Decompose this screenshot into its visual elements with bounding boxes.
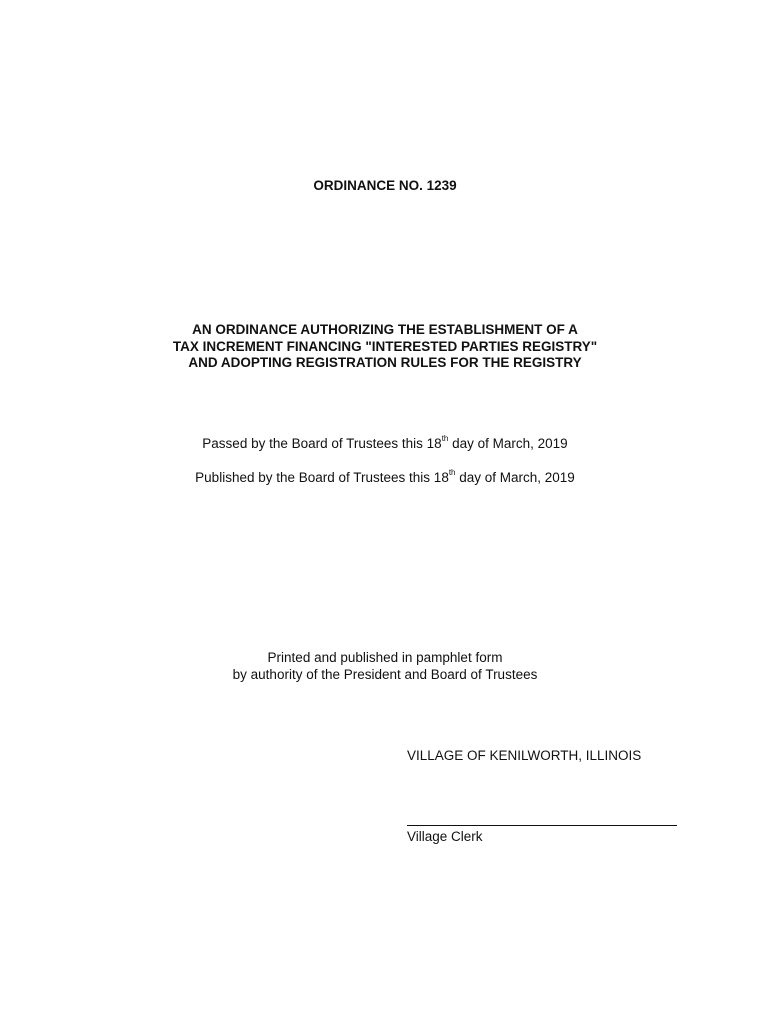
published-statement	[0, 470, 770, 485]
title-line: TAX INCREMENT FINANCING "INTERESTED PARTIES REGISTRY"	[172, 338, 598, 354]
ordinance-number: ORDINANCE NO. 1239	[313, 178, 457, 193]
passed-text: Passed by the Board of Trustees this 18	[202, 436, 442, 451]
published-ordinal-suffix: th	[448, 468, 456, 477]
title-line: AND ADOPTING REGISTRATION RULES FOR THE REGISTRY	[188, 355, 582, 370]
title-line: AN ORDINANCE AUTHORIZING THE ESTABLISHMENT OF A	[192, 322, 578, 337]
printed-line: by authority of the President and Board of Trustees	[232, 667, 538, 682]
village-name: VILLAGE OF KENILWORTH, ILLINOIS	[407, 748, 642, 763]
published-text: Published by the Board of Trustees this 18	[195, 470, 449, 485]
published-date: day of March, 2019	[455, 470, 575, 485]
passed-statement	[0, 436, 770, 451]
passed-date: day of March, 2019	[448, 436, 568, 451]
printed-notice	[0, 649, 770, 683]
passed-ordinal-suffix: th	[441, 434, 449, 443]
signature-line	[407, 825, 677, 826]
ordinance-title	[0, 322, 770, 372]
signature-label: Village Clerk	[407, 829, 483, 844]
printed-line: Printed and published in pamphlet form	[267, 650, 503, 665]
